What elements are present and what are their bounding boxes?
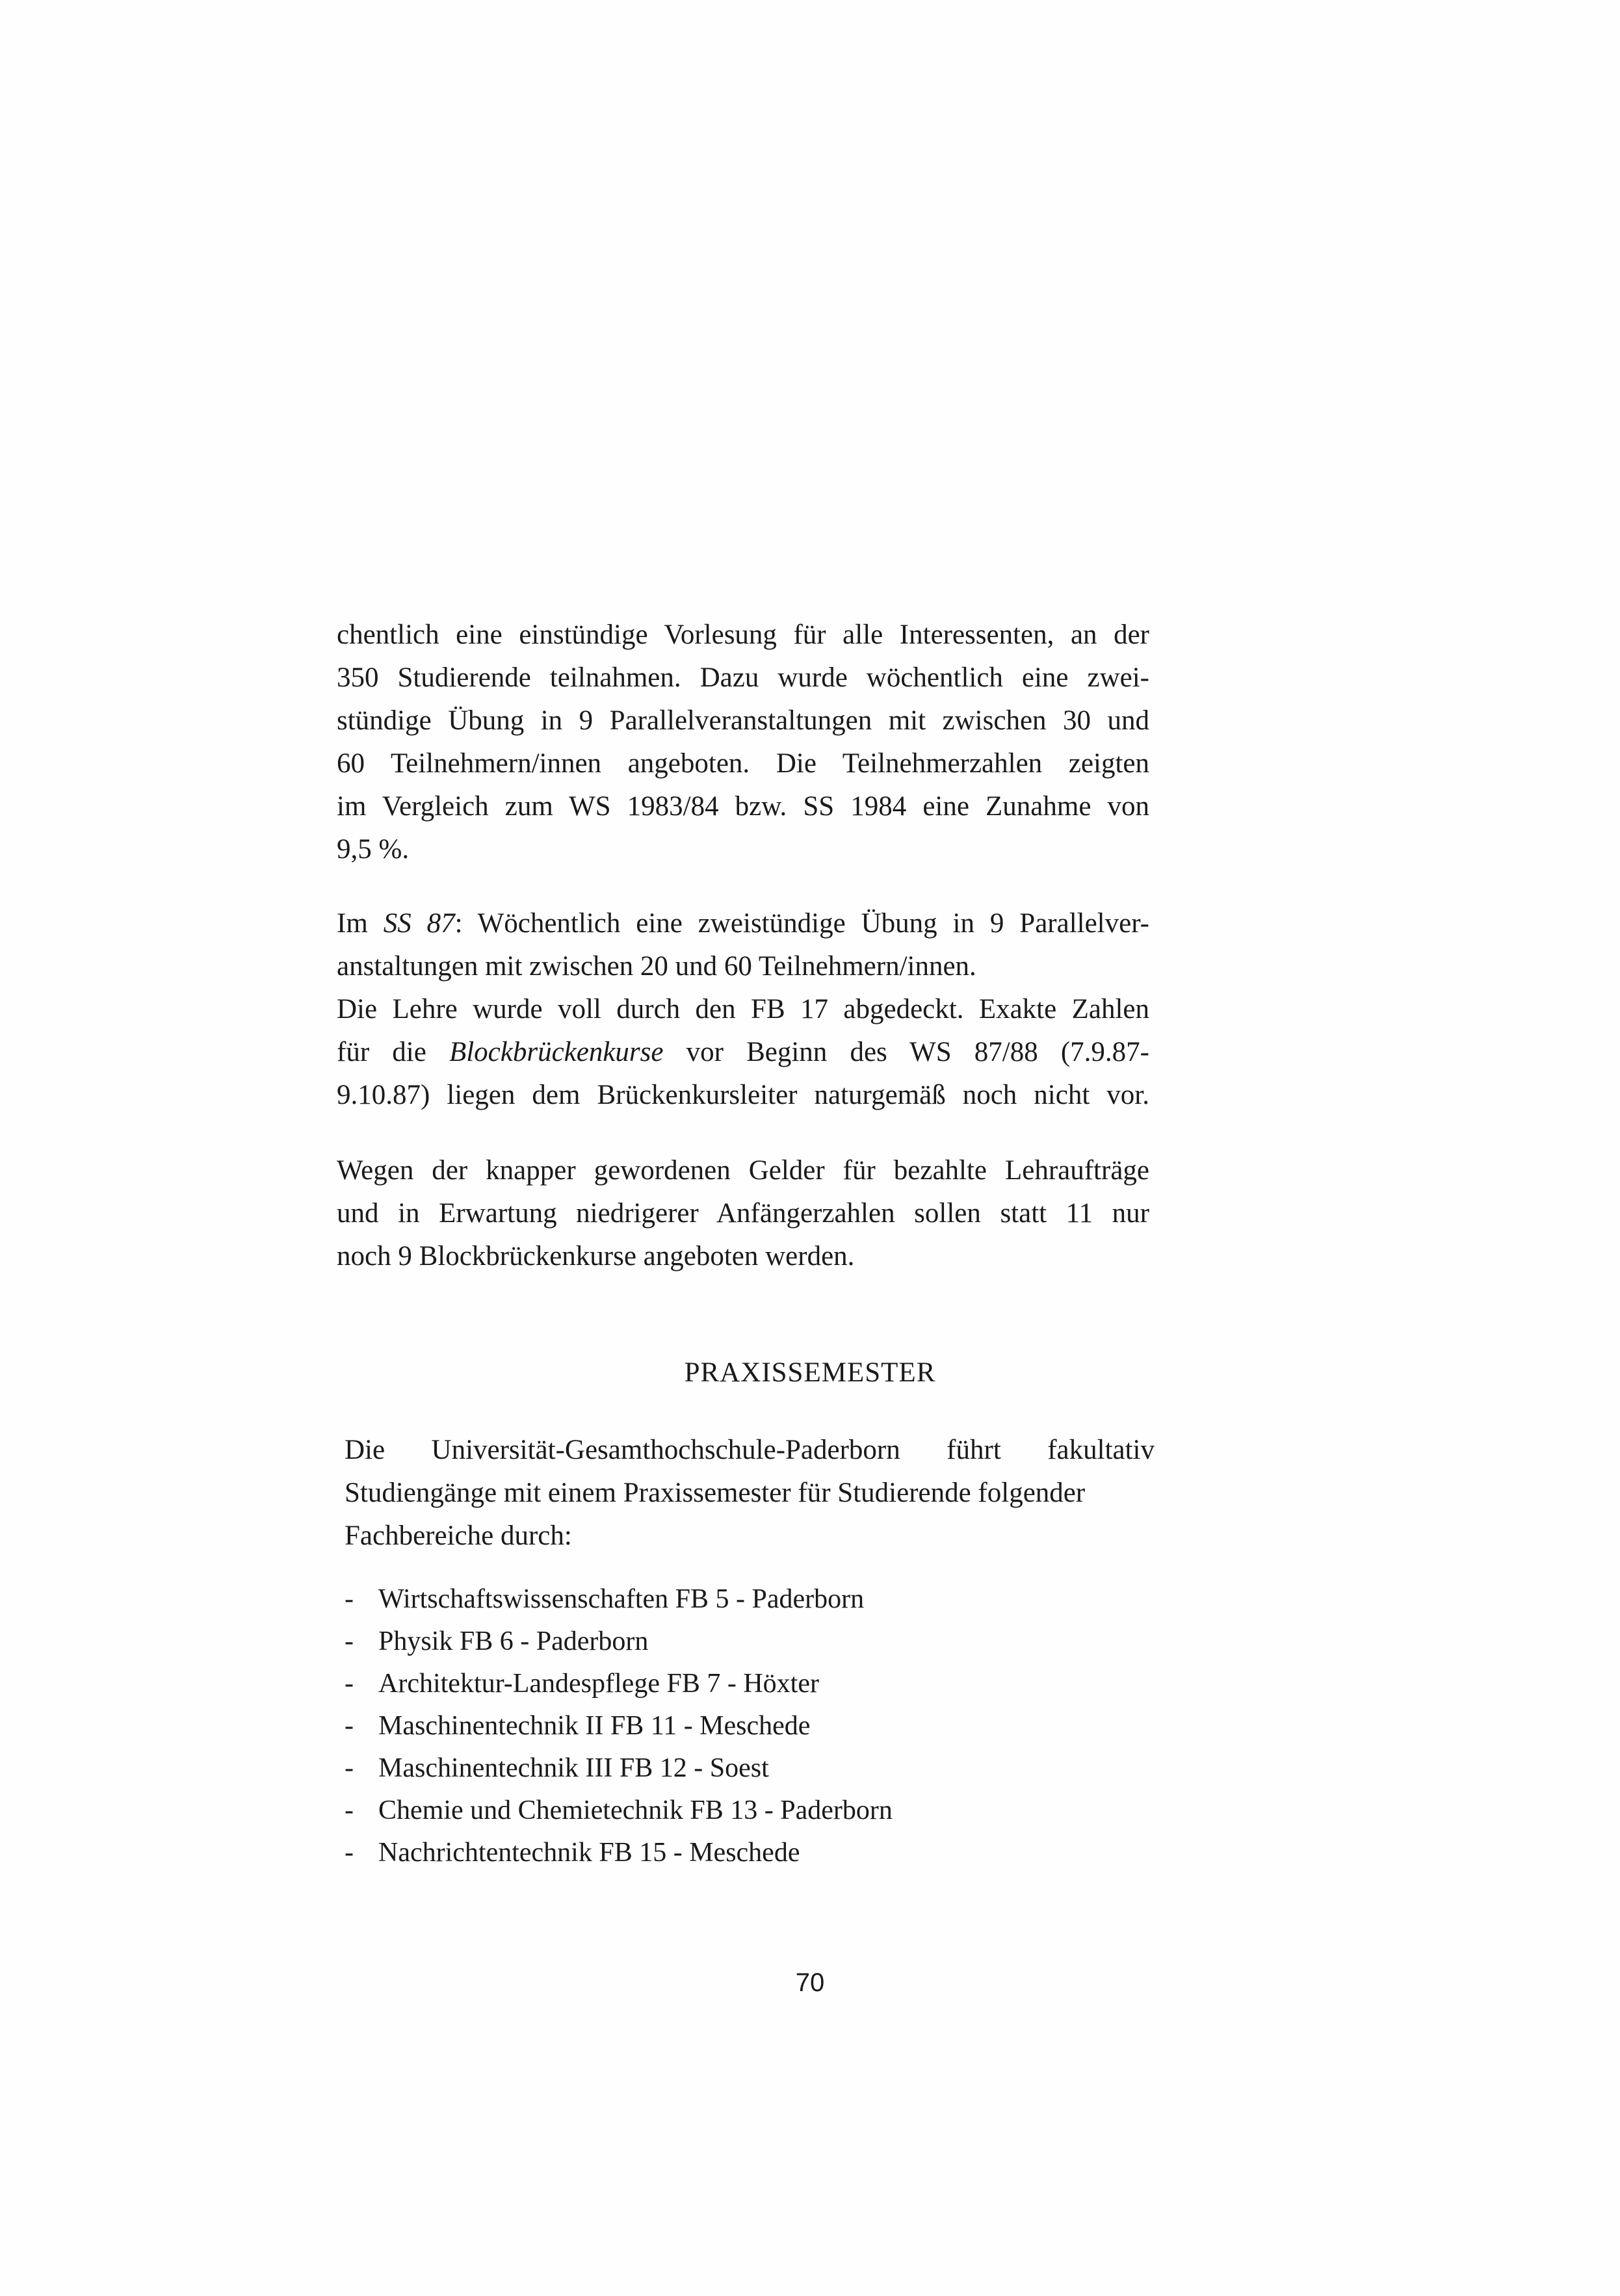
list-item	[345, 1705, 893, 1747]
text-line	[337, 1031, 1149, 1074]
text-line: Fachbereiche durch:	[345, 1520, 572, 1551]
text-fragment: : Wöchentlich eine zweistündige Übung in 9 Parallelver-	[454, 908, 1149, 939]
list-dash: -	[345, 1669, 354, 1699]
italic-term: Blockbrückenkurse	[449, 1037, 664, 1067]
text-fragment: Im	[337, 908, 384, 939]
list-item	[345, 1663, 893, 1705]
paragraph-lecture-info	[337, 614, 1149, 871]
list-dash: -	[345, 1584, 354, 1614]
text-fragment: vor Beginn des WS 87/88 (7.9.87-	[663, 1037, 1149, 1067]
text-line: chentlich eine einstündige Vorlesung für alle Interessenten, an der	[337, 620, 1149, 650]
text-line: Die Universität-Gesamthochschule-Paderborn führt fakultativ	[345, 1435, 1155, 1465]
list-item	[345, 1832, 893, 1874]
list-item	[345, 1578, 893, 1621]
list-item-text: Architektur-Landespflege FB 7 - Höxter	[378, 1669, 819, 1699]
page-number: 70	[795, 1968, 825, 1997]
list-item	[345, 1621, 893, 1663]
list-dash: -	[345, 1626, 354, 1656]
list-dash: -	[345, 1753, 354, 1783]
text-line: 9,5 %.	[337, 834, 410, 865]
text-line: Die Lehre wurde voll durch den FB 17 abgedeckt. Exakte Zahlen	[337, 994, 1149, 1024]
list-item-text: Nachrichtentechnik FB 15 - Meschede	[378, 1838, 800, 1868]
text-line	[337, 902, 1149, 945]
list-item-text: Physik FB 6 - Paderborn	[378, 1626, 649, 1656]
paragraph-funding	[337, 1149, 1149, 1278]
text-line: 60 Teilnehmern/innen angeboten. Die Teilnehmerzahlen zeigten	[337, 748, 1149, 779]
list-dash: -	[345, 1711, 354, 1741]
list-item-text: Wirtschaftswissenschaften FB 5 - Paderborn	[378, 1584, 865, 1614]
text-line: Wegen der knapper gewordenen Gelder für bezahlte Lehraufträge	[337, 1155, 1149, 1186]
paragraph-ss87	[337, 902, 1149, 1117]
text-line: 9.10.87) liegen dem Brückenkursleiter naturgemäß noch nicht vor.	[337, 1080, 1149, 1110]
text-line: anstaltungen mit zwischen 20 und 60 Teilnehmern/innen.	[337, 951, 976, 982]
list-item	[345, 1747, 893, 1790]
text-line: 350 Studierende teilnahmen. Dazu wurde wöchentlich eine zwei-	[337, 662, 1149, 693]
italic-term: SS 87	[383, 908, 455, 939]
list-dash: -	[345, 1838, 354, 1868]
text-line: und in Erwartung niedrigerer Anfängerzahlen sollen statt 11 nur	[337, 1198, 1149, 1229]
text-line: noch 9 Blockbrückenkurse angeboten werden.	[337, 1241, 855, 1272]
list-dash: -	[345, 1795, 354, 1825]
list-item	[345, 1790, 893, 1832]
list-item-text: Maschinentechnik II FB 11 - Meschede	[378, 1711, 811, 1741]
list-item-text: Maschinentechnik III FB 12 - Soest	[378, 1753, 769, 1783]
list-item-text: Chemie und Chemietechnik FB 13 - Paderborn	[378, 1795, 893, 1825]
section-heading: PRAXISSEMESTER	[684, 1357, 936, 1388]
faculty-list	[345, 1578, 893, 1874]
paragraph-praxissemester-intro	[345, 1429, 1155, 1558]
text-line: stündige Übung in 9 Parallelveranstaltungen mit zwischen 30 und	[337, 705, 1149, 736]
text-line: im Vergleich zum WS 1983/84 bzw. SS 1984 eine Zunahme von	[337, 791, 1149, 822]
text-fragment: für die	[337, 1037, 449, 1067]
text-line: Studiengänge mit einem Praxissemester für Studierende folgender	[345, 1478, 1086, 1508]
